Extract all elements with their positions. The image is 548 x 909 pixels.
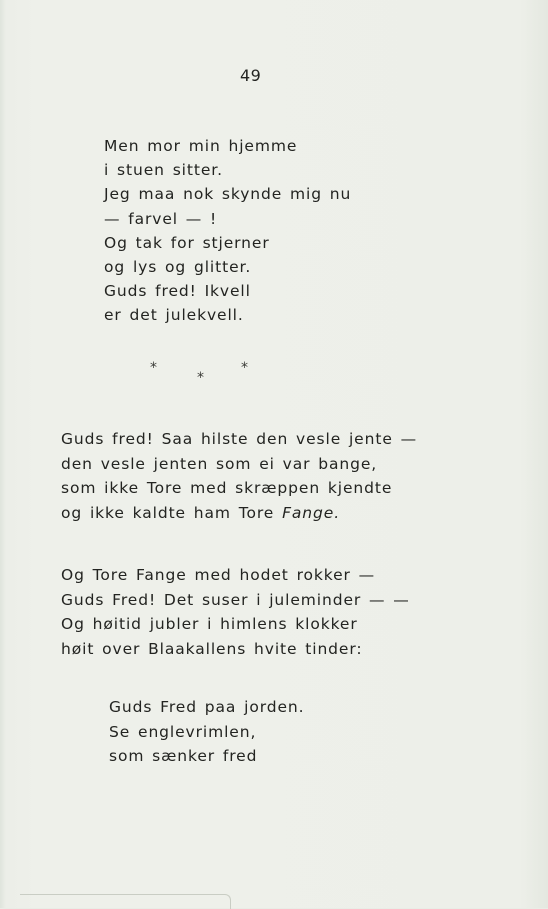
stanza-3 <box>61 563 410 661</box>
poem-line: høit over Blaakallens hvite tinder: <box>61 639 363 658</box>
poem-line-text: og ikke kaldte ham Tore <box>61 503 283 522</box>
poem-line: Og Tore Fange med hodet rokker — <box>61 566 376 584</box>
poem-line: Jeg maa nok skynde mig nu <box>104 185 352 204</box>
poem-line: Guds fred! Saa hilste den vesle jente — <box>61 430 417 448</box>
poem-line: i stuen sitter. <box>104 161 223 180</box>
poem-line: Guds Fred paa jorden. <box>109 698 305 716</box>
poem-line: Og høitid jubler i himlens klokker <box>61 615 358 633</box>
poem-line: Og tak for stjerner <box>104 233 270 252</box>
poem-line: som ikke Tore med skræppen kjendte <box>61 479 393 497</box>
poem-line: som sænker fred <box>109 747 258 765</box>
stanza-2 <box>61 427 417 525</box>
page-edge-mark <box>20 894 231 909</box>
poem-line: er det julekvell. <box>104 306 244 325</box>
stanza-4 <box>109 695 304 769</box>
poem-line <box>61 501 417 526</box>
poem-line: Men mor min hjemme <box>104 137 298 155</box>
separator-asterisk: * <box>241 360 248 376</box>
poem-line: Guds fred! Ikvell <box>104 282 251 301</box>
poem-line: Guds Fred! Det suser i juleminder — — <box>61 590 410 609</box>
separator-asterisk: * <box>197 370 204 386</box>
poem-line: Se englevrimlen, <box>109 722 257 741</box>
page-number: 49 <box>240 66 262 85</box>
stanza-1 <box>104 134 351 328</box>
separator-asterisk: * <box>150 360 157 376</box>
poem-line: og lys og glitter. <box>104 257 252 276</box>
italic-word: Fange. <box>282 503 341 522</box>
poem-line: — farvel — ! <box>104 209 218 228</box>
poem-line: den vesle jenten som ei var bange, <box>61 454 378 473</box>
